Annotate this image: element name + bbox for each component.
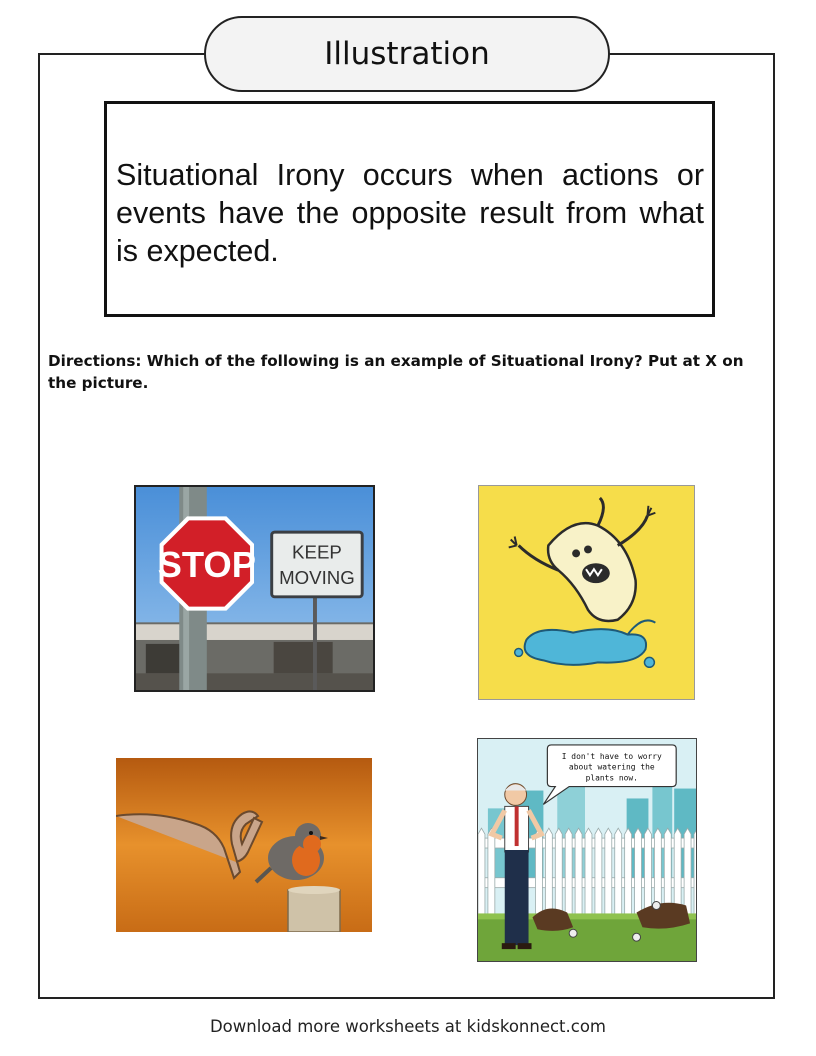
bird-branch-illustration (116, 758, 372, 932)
fence-picket (694, 828, 696, 915)
definition-box (104, 101, 715, 317)
fence-picket (625, 828, 632, 915)
fence-picket (605, 828, 612, 915)
banana-slip-illustration (479, 486, 694, 699)
fence-picket (674, 828, 681, 915)
fence-picket (684, 828, 691, 915)
fence-picket (664, 828, 671, 915)
fence-picket (488, 828, 495, 915)
fence-picket (644, 828, 651, 915)
moving-text: MOVING (279, 567, 355, 589)
watering-cartoon-picture[interactable] (477, 738, 697, 962)
watering-cartoon-illustration (478, 739, 696, 961)
stop-sign-illustration (136, 487, 373, 690)
footer-text: Download more worksheets at kidskonnect.com (209, 1017, 607, 1036)
bird-branch-picture[interactable] (116, 758, 372, 932)
keep-text: KEEP (292, 541, 342, 563)
page-title (204, 16, 610, 92)
stop-sign-picture[interactable] (134, 485, 375, 692)
fence-picket (545, 828, 552, 915)
stop-sign-text: STOP (157, 544, 257, 586)
speech-line-1: I don't have to worry (561, 751, 662, 761)
definition-text: Situational Irony occurs when actions or events have the opposite result from what is expected. (116, 158, 704, 268)
fence-picket (535, 828, 542, 915)
speech-line-2: about watering the (568, 762, 655, 772)
fence-picket (478, 828, 485, 915)
banana-slip-picture[interactable] (478, 485, 695, 700)
fence-picket (615, 828, 622, 915)
speech-line-3: plants now. (585, 773, 638, 783)
fence-picket (595, 828, 602, 915)
page-title-text: Illustration (324, 36, 490, 72)
fence-picket (635, 828, 642, 915)
fence-picket (555, 828, 562, 915)
directions-text: Directions: Which of the following is an example of Situational Irony? Put at X on the picture. (48, 352, 744, 392)
fence-picket (565, 828, 572, 915)
fence-picket (585, 828, 592, 915)
fence-picket (575, 828, 582, 915)
